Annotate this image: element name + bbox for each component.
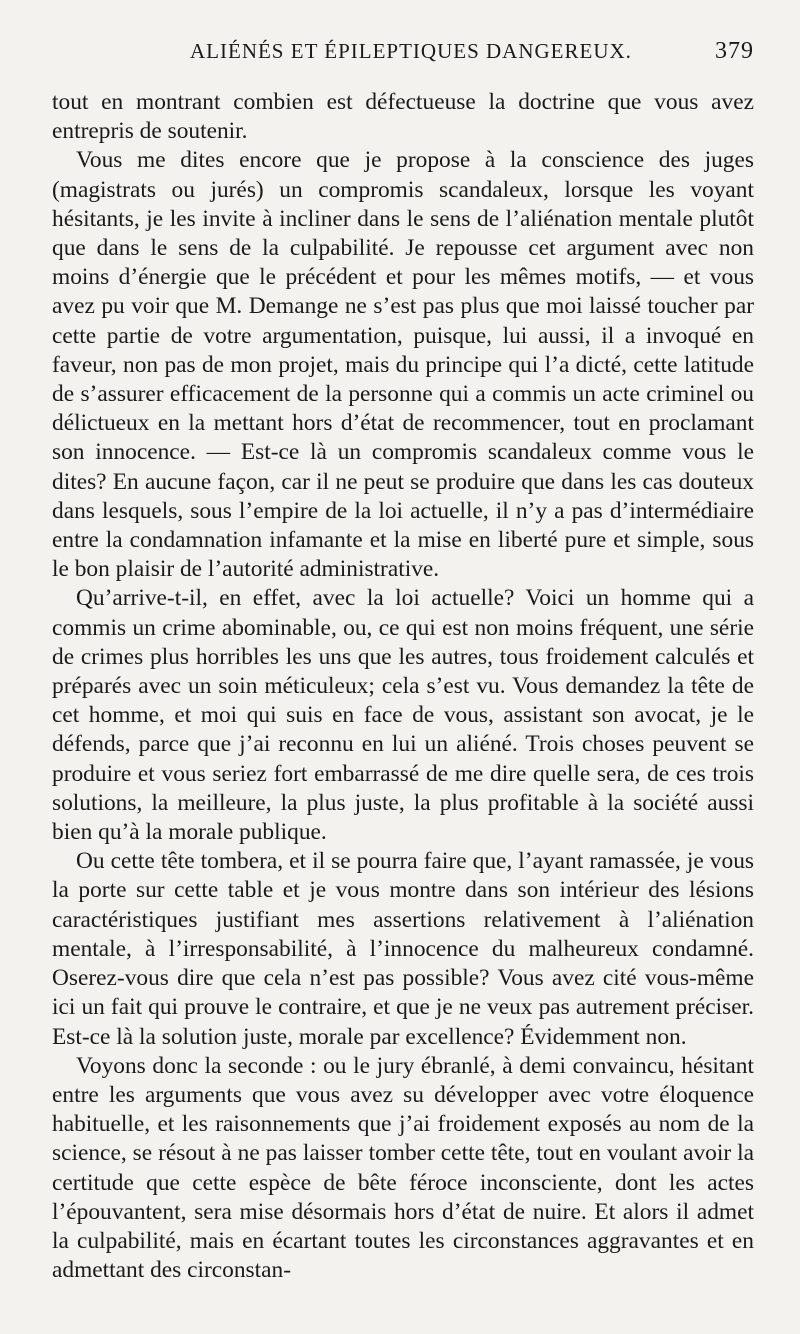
- body-text: [52, 88, 754, 1285]
- paragraph: Vous me dites encore que je propose à la conscience des juges (magistrats ou jurés) un compromis scandaleux, lorsque les voyant hésitants, je les invite à incliner dans le sens de l’aliénation mentale plutôt que dans le sens de la culpabilité. Je repousse cet argument avec non moins d’énergie que le précédent et pour les mêmes motifs, — et vous avez pu voir que M. Demange ne s’est pas plus que moi laissé toucher par cette partie de votre argumentation, puisque, lui aussi, il a invoqué en faveur, non pas de mon projet, mais du principe qui l’a dicté, cette latitude de s’assurer efficacement de la personne qui a commis un acte criminel ou délictueux en la mettant hors d’état de recommencer, tout en proclamant son innocence. — Est-ce là un compromis scandaleux comme vous le dites? En aucune façon, car il ne peut se produire que dans les cas douteux dans lesquels, sous l’empire de la loi actuelle, il n’y a pas d’intermédiaire entre la condamnation infamante et la mise en liberté pure et simple, sous le bon plaisir de l’autorité administrative.: [52, 147, 754, 583]
- page-number: 379: [715, 38, 754, 64]
- paragraph: Qu’arrive-t-il, en effet, avec la loi actuelle? Voici un homme qui a commis un crime abominable, ou, ce qui est non moins fréquent, une série de crimes plus horribles les uns que les autres, tous froidement calculés et préparés avec un soin méticuleux; cela s’est vu. Vous demandez la tête de cet homme, et moi qui suis en face de vous, assistant son avocat, je le défends, parce que j’ai reconnu en lui un aliéné. Trois choses peuvent se produire et vous seriez fort embarrassé de me dire quelle sera, de ces trois solutions, la meilleure, la plus juste, la plus profitable à la société aussi bien qu’à la morale publique.: [52, 585, 754, 846]
- page-header: [52, 38, 754, 88]
- paragraph: Voyons donc la seconde : ou le jury ébranlé, à demi convaincu, hésitant entre les arguments que vous avez su développer avec votre éloquence habituelle, et les raisonnements que j’ai froidement exposés au nom de la science, se résout à ne pas laisser tomber cette tête, tout en voulant avoir la certitude que cette espèce de bête féroce inconsciente, dont les actes l’épouvantent, sera mise désormais hors d’état de nuire. Et alors il admet la culpabilité, mais en écartant toutes les circonstances aggravantes et en admettant des circonstan-: [52, 1052, 754, 1284]
- paragraph: Ou cette tête tombera, et il se pourra faire que, l’ayant ramassée, je vous la porte sur cette table et je vous montre dans son intérieur des lésions caractéristiques justifiant mes assertions relativement à l’aliénation mentale, à l’irresponsabilité, à l’innocence du malheureux condamné. Oserez-vous dire que cela n’est pas possible? Vous avez cité vous-même ici un fait qui prouve le contraire, et que je ne veux pas autrement préciser. Est-ce là la solution juste, morale par excellence? Évidemment non.: [52, 848, 754, 1050]
- running-title: ALIÉNÉS ET ÉPILEPTIQUES DANGEREUX.: [190, 39, 632, 63]
- paragraph: tout en montrant combien est défectueuse la doctrine que vous avez entrepris de soutenir.: [52, 89, 754, 145]
